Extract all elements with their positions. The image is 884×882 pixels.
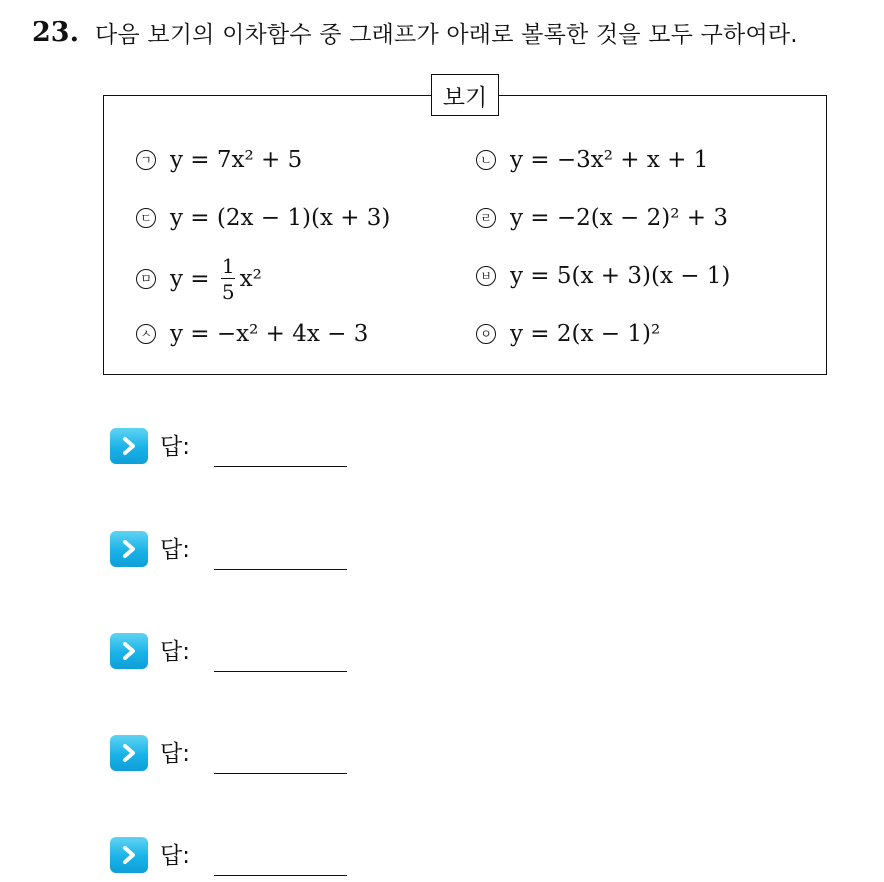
chevron-right-icon <box>110 735 148 771</box>
formula-4: y = −2(x − 2)² + 3 <box>510 205 728 231</box>
answer-blank[interactable] <box>214 773 347 774</box>
answer-row-1 <box>110 423 410 473</box>
example-item-4 <box>476 198 728 238</box>
marker-rieul: ㄹ <box>476 208 496 228</box>
answer-label: 답: <box>160 434 190 460</box>
formula-1: y = 7x² + 5 <box>170 147 303 173</box>
example-item-5 <box>136 256 262 302</box>
formula-7: y = −x² + 4x − 3 <box>170 321 369 347</box>
formula-5-prefix: y = <box>170 266 217 292</box>
chevron-right-icon <box>110 837 148 873</box>
formula-3: y = (2x − 1)(x + 3) <box>170 205 391 231</box>
question-header <box>32 12 872 52</box>
marker-mieum: ㅁ <box>136 269 156 289</box>
answer-row-4 <box>110 730 410 780</box>
marker-giyeok: ㄱ <box>136 150 156 170</box>
fraction-numerator: 1 <box>221 254 235 278</box>
example-item-6 <box>476 256 730 296</box>
fraction-denominator: 5 <box>221 280 235 304</box>
answer-row-3 <box>110 628 410 678</box>
chevron-right-icon <box>110 633 148 669</box>
answer-label: 답: <box>160 741 190 767</box>
formula-8: y = 2(x − 1)² <box>510 321 661 347</box>
example-box-title: 보기 <box>431 74 499 116</box>
answer-label: 답: <box>160 843 190 869</box>
example-item-3 <box>136 198 390 238</box>
example-item-2 <box>476 140 708 180</box>
marker-ieung: ㅇ <box>476 324 496 344</box>
answer-blank[interactable] <box>214 671 347 672</box>
formula-6: y = 5(x + 3)(x − 1) <box>510 263 731 289</box>
answer-blank[interactable] <box>214 466 347 467</box>
answer-label: 답: <box>160 639 190 665</box>
answer-label: 답: <box>160 537 190 563</box>
example-item-8 <box>476 314 660 354</box>
chevron-right-icon <box>110 531 148 567</box>
answer-blank[interactable] <box>214 569 347 570</box>
example-item-7 <box>136 314 368 354</box>
fraction <box>220 256 237 302</box>
answer-row-2 <box>110 526 410 576</box>
marker-digeut: ㄷ <box>136 208 156 228</box>
marker-nieun: ㄴ <box>476 150 496 170</box>
question-text: 다음 보기의 이차함수 중 그래프가 아래로 볼록한 것을 모두 구하여라. <box>94 21 798 48</box>
question-number: 23. <box>32 16 79 48</box>
marker-bieup: ㅂ <box>476 266 496 286</box>
answer-blank[interactable] <box>214 875 347 876</box>
formula-5-suffix: x² <box>239 266 262 292</box>
marker-siot: ㅅ <box>136 324 156 344</box>
formula-2: y = −3x² + x + 1 <box>510 147 709 173</box>
answer-row-5 <box>110 832 410 882</box>
chevron-right-icon <box>110 428 148 464</box>
example-item-1 <box>136 140 302 180</box>
